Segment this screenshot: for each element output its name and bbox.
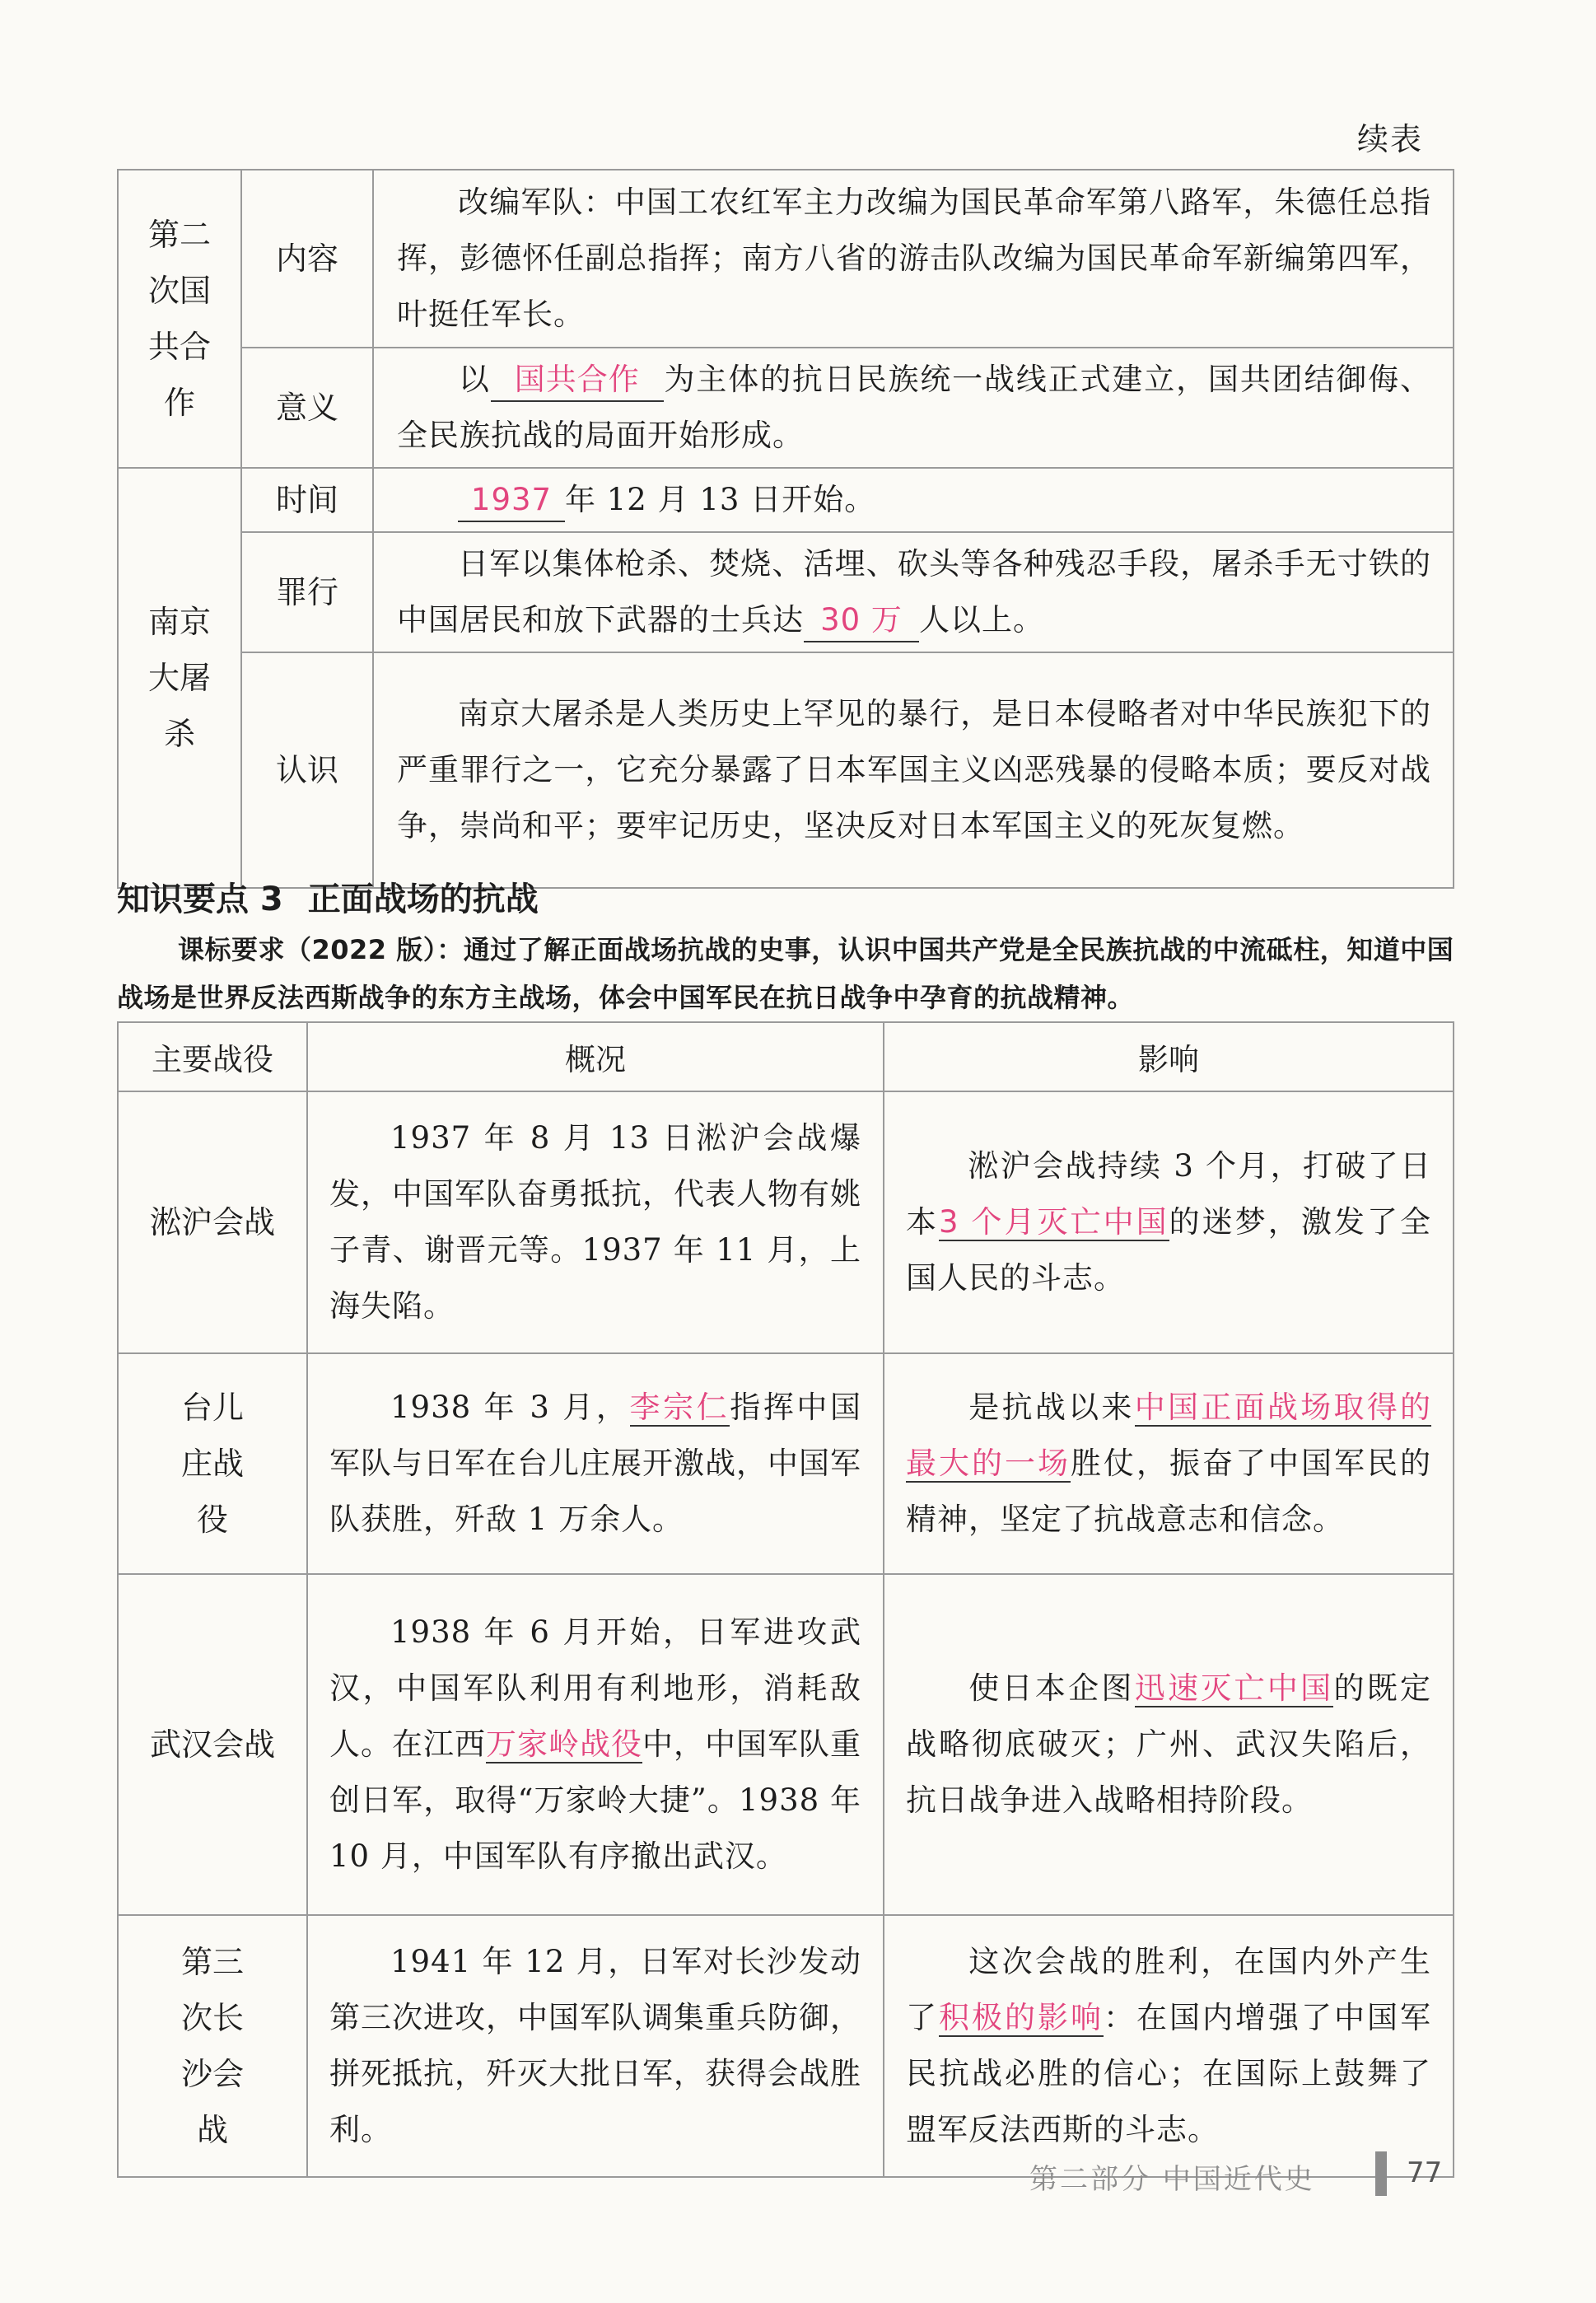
table-row (118, 1091, 1454, 1353)
answer-blank: 迅速灭亡中国 (1134, 1670, 1334, 1706)
battle-name: 淞沪会战 (118, 1091, 307, 1353)
column-header: 影响 (884, 1022, 1454, 1091)
time-text: 1937 年 12 月 13 日开始。 (373, 468, 1454, 532)
table-row (118, 652, 1454, 888)
review-table-upper (117, 169, 1454, 889)
content-text: 改编军队：中国工农红军主力改编为国民革命军第八路军，朱德任总指挥，彭德怀任副总指挥；南方八省的游击队改编为国民革命军新编第四军，叶挺任军长。 (373, 170, 1454, 348)
section-title: 知识要点 3 正面战场的抗战 (117, 881, 539, 918)
answer-blank: 国共合作 (491, 359, 664, 402)
battle-impact: 这次会战的胜利，在国内外产生了积极的影响：在国内增强了中国军民抗战必胜的信心；在国际上鼓舞了盟军反法西斯的斗志。 (884, 1915, 1454, 2177)
battles-table (117, 1021, 1454, 2178)
curriculum-requirement: 课标要求（2022 版）：通过了解正面战场抗战的史事，认识中国共产党是全民族抗战的中流砥柱，知道中国战场是世界反法西斯战争的东方主战场，体会中国军民在抗日战争中孕育的抗战精神。 (117, 934, 1454, 1013)
significance-text: 以 国共合作 为主体的抗日民族统一战线正式建立，国共团结御侮、全民族抗战的局面开始形成。 (373, 348, 1454, 468)
battle-name: 武汉会战 (118, 1574, 307, 1915)
answer-blank: 3 个月灭亡中国 (939, 1204, 1169, 1240)
battle-overview: 1938 年 3 月，李宗仁指挥中国军队与日军在台儿庄展开激战，中国军队获胜，歼敌 1 万余人。 (307, 1353, 884, 1574)
column-header: 概况 (307, 1022, 884, 1091)
category-label: 南京大屠杀 (147, 604, 211, 752)
table-row (118, 468, 1454, 532)
row-label: 时间 (241, 468, 373, 532)
continued-label: 续表 (1356, 121, 1423, 157)
battle-overview: 1937 年 8 月 13 日淞沪会战爆发，中国军队奋勇抵抗，代表人物有姚子青、谢晋元等。1937 年 11 月，上海失陷。 (307, 1091, 884, 1353)
battle-impact: 是抗战以来中国正面战场取得的最大的一场胜仗，振奋了中国军民的精神，坚定了抗战意志和信念。 (884, 1353, 1454, 1574)
table-row (118, 170, 1454, 348)
table-row (118, 348, 1454, 468)
battle-name: 第三次长沙会战 (118, 1915, 307, 2177)
answer-blank: 万家岭战役 (486, 1726, 642, 1762)
battle-overview: 1941 年 12 月，日军对长沙发动第三次进攻，中国军队调集重兵防御，拼死抵抗，歼灭大批日军，获得会战胜利。 (307, 1915, 884, 2177)
page-number: 77 (1407, 2156, 1443, 2189)
table-row (118, 532, 1454, 652)
row-label: 意义 (241, 348, 373, 468)
category-cell (118, 170, 241, 468)
answer-blank: 30 万 (804, 600, 919, 642)
column-header: 主要战役 (118, 1022, 307, 1091)
table-header-row (118, 1022, 1454, 1091)
part-label: 第二部分 中国近代史 (1029, 2163, 1315, 2196)
battle-name: 台儿庄战役 (118, 1353, 307, 1574)
answer-blank: 积极的影响 (939, 2000, 1104, 2035)
category-label: 第二次国共合作 (147, 217, 211, 421)
answer-blank: 1937 (458, 479, 565, 522)
battle-impact: 使日本企图迅速灭亡中国的既定战略彻底破灭；广州、武汉失陷后，抗日战争进入战略相持阶段。 (884, 1574, 1454, 1915)
battle-impact: 淞沪会战持续 3 个月，打破了日本3 个月灭亡中国的迷梦，激发了全国人民的斗志。 (884, 1091, 1454, 1353)
table-row (118, 1574, 1454, 1915)
footer-divider (1375, 2151, 1387, 2196)
battle-overview: 1938 年 6 月开始，日军进攻武汉，中国军队利用有利地形，消耗敌人。在江西万家岭战役中，中国军队重创日军，取得“万家岭大捷”。1938 年 10 月，中国军队有序撤出武汉。 (307, 1574, 884, 1915)
answer-blank: 中国正面战场取得的最大的一场 (906, 1390, 1432, 1481)
table-row (118, 1915, 1454, 2177)
crime-text: 日军以集体枪杀、焚烧、活埋、砍头等各种残忍手段，屠杀手无寸铁的中国居民和放下武器的士兵达 30 万 人以上。 (373, 532, 1454, 652)
row-label: 认识 (241, 652, 373, 888)
row-label: 罪行 (241, 532, 373, 652)
row-label: 内容 (241, 170, 373, 348)
table-row (118, 1353, 1454, 1574)
category-cell (118, 468, 241, 888)
understanding-text: 南京大屠杀是人类历史上罕见的暴行，是日本侵略者对中华民族犯下的严重罪行之一，它充分暴露了日本军国主义凶恶残暴的侵略本质；要反对战争，崇尚和平；要牢记历史，坚决反对日本军国主义的死灰复燃。 (373, 652, 1454, 888)
answer-blank: 李宗仁 (629, 1390, 730, 1425)
